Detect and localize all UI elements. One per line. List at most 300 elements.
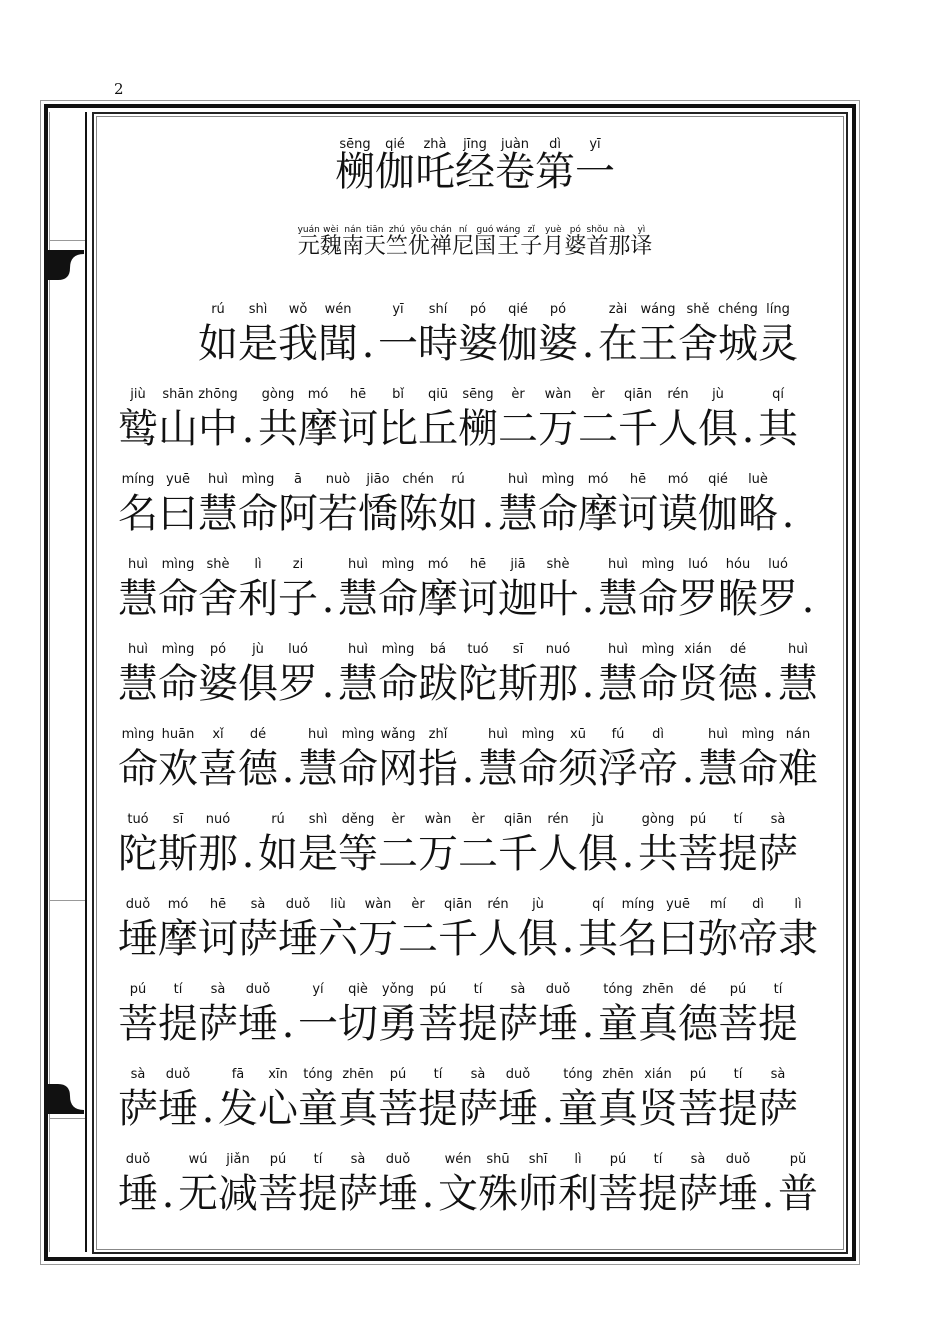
ruby-char [198,558,238,622]
hanzi: 婆 [458,321,498,367]
hanzi: 元 [297,234,320,259]
ruby-char [338,983,378,1047]
text-line [118,367,828,452]
ruby-char [638,643,678,707]
hanzi: 斯 [498,661,538,707]
ruby-char [458,303,498,367]
pinyin: duǒ [285,897,311,912]
pinyin: pú [689,812,707,827]
pinyin: mó [307,387,329,402]
hanzi: 萨 [758,831,798,877]
pinyin: qí [772,387,784,402]
ruby-char [455,137,495,195]
hanzi: 其 [578,916,618,962]
hanzi: 万 [358,916,398,962]
hanzi: . [561,916,575,962]
hanzi: 真 [638,1001,678,1047]
ruby-char [118,1068,158,1132]
pinyin: gòng [261,387,295,402]
pinyin: huì [347,557,369,572]
pinyin: tóng [563,1067,593,1082]
punctuation [678,728,698,792]
hanzi: 共 [258,406,298,452]
ruby-char [338,1068,378,1132]
hanzi: 帝 [738,916,778,962]
hanzi: 译 [630,234,653,259]
punctuation [798,558,818,622]
pinyin: zài [608,302,628,317]
pinyin: tí [473,982,483,997]
hanzi: 魏 [319,234,342,259]
ruby-char [538,983,578,1047]
pinyin: shī [528,1152,548,1167]
ruby-char [458,388,498,452]
pinyin: shí [428,302,448,317]
hanzi: 等 [338,831,378,877]
hanzi: 万 [538,406,578,452]
ruby-char [378,388,418,452]
side-divider [49,900,85,901]
ruby-char [335,137,375,195]
hanzi: 伽 [498,321,538,367]
hanzi: 提 [458,1001,498,1047]
hanzi: . [581,576,595,622]
ruby-char [418,388,458,452]
ruby-char [158,643,198,707]
hanzi: 命 [738,746,778,792]
hanzi: 跋 [418,661,458,707]
ruby-char [618,473,658,537]
hanzi: 那 [608,234,631,259]
pinyin: duǒ [725,1152,751,1167]
pinyin: mìng [381,642,415,657]
pinyin: sà [130,1067,146,1082]
pinyin: wèi [323,225,339,235]
pinyin: mó [167,897,189,912]
ruby-char [598,728,638,792]
hanzi: 如 [258,831,298,877]
pinyin: wǒ [288,302,308,317]
ruby-char [342,226,364,258]
pinyin: pǔ [789,1152,807,1167]
ruby-char [578,388,618,452]
pinyin: sà [510,982,526,997]
ruby-char [364,226,386,258]
pinyin: xǐ [212,727,224,742]
punctuation [278,983,298,1047]
ruby-char [378,728,418,792]
pinyin: huān [161,727,195,742]
pinyin: mí [709,897,727,912]
hanzi: 一 [575,149,615,195]
hanzi: 首 [586,234,609,259]
pinyin: qié [708,472,728,487]
pinyin: hē [349,387,367,402]
hanzi: 欢 [158,746,198,792]
hanzi: 文 [438,1171,478,1217]
hanzi: 诃 [618,491,658,537]
ruby-char [178,1153,218,1217]
hanzi: 伽 [698,491,738,537]
ruby-char [638,1153,678,1217]
pinyin: xián [644,1067,672,1082]
pinyin: liù [330,897,346,912]
punctuation [318,643,338,707]
pinyin: tí [653,1152,663,1167]
hanzi: 谟 [658,491,698,537]
ruby-char [118,473,158,537]
hanzi: 命 [118,746,158,792]
punctuation [758,643,778,707]
hanzi: 埵 [118,916,158,962]
pinyin: duǒ [505,1067,531,1082]
ruby-char [498,813,538,877]
hanzi: 无 [178,1171,218,1217]
ruby-char [498,473,538,537]
pinyin: nuó [205,812,231,827]
pinyin: mìng [741,727,775,742]
pinyin: duǒ [545,982,571,997]
hanzi: 德 [718,661,758,707]
hanzi: 二 [398,916,438,962]
ruby-char [158,558,198,622]
hanzi: 优 [407,234,430,259]
ruby-char [718,643,758,707]
pinyin: duǒ [385,1152,411,1167]
pinyin: sà [770,812,786,827]
ruby-char [538,813,578,877]
hanzi: 埵 [378,1171,418,1217]
hanzi: 慧 [478,746,518,792]
pinyin: rú [211,302,225,317]
ornament-top-icon [44,250,86,310]
pinyin: wén [324,302,352,317]
pinyin: yī [589,137,601,152]
ruby-char [538,643,578,707]
pinyin: tí [733,1067,743,1082]
hanzi: 埵 [158,1086,198,1132]
hanzi: 俱 [578,831,618,877]
hanzi: 萨 [458,1086,498,1132]
pinyin: sī [512,642,524,657]
hanzi: . [681,746,695,792]
hanzi: . [281,746,295,792]
pinyin: jù [592,812,604,827]
pinyin: hóu [725,557,751,572]
hanzi: 师 [518,1171,558,1217]
pinyin: lì [794,897,802,912]
pinyin: wàn [544,387,572,402]
pinyin: lì [254,557,262,572]
hanzi: . [461,746,475,792]
pinyin: duǒ [125,1152,151,1167]
text-line [118,1047,828,1132]
ruby-char [718,558,758,622]
ruby-char [198,643,238,707]
hanzi: 命 [538,491,578,537]
pinyin: sà [250,897,266,912]
pinyin: èr [471,812,485,827]
pinyin: rú [451,472,465,487]
punctuation [578,643,598,707]
ruby-char [198,388,238,452]
hanzi: 人 [538,831,578,877]
hanzi: 提 [718,1086,758,1132]
ornament-bottom-icon [44,1054,86,1114]
ruby-char [386,226,408,258]
pinyin: dé [689,982,707,997]
ruby-char [278,473,318,537]
hanzi: 灵 [758,321,798,367]
hanzi: 罗 [758,576,798,622]
hanzi: 真 [338,1086,378,1132]
pinyin: sà [690,1152,706,1167]
hanzi: 迦 [498,576,538,622]
hanzi: 卷 [495,149,535,195]
ruby-char [638,983,678,1047]
ruby-char [218,1068,258,1132]
hanzi: 埵 [238,1001,278,1047]
hanzi: 憍 [358,491,398,537]
punctuation [158,1153,178,1217]
pinyin: hē [629,472,647,487]
ruby-char [458,1068,498,1132]
pinyin: jiǎn [226,1152,250,1167]
hanzi: 命 [638,576,678,622]
pinyin: shě [686,302,710,317]
hanzi: 第 [535,149,575,195]
ruby-char [678,983,718,1047]
ruby-char [218,1153,258,1217]
ruby-char [358,473,398,537]
ruby-char [778,643,818,707]
ruby-char [238,643,278,707]
ruby-char [418,303,458,367]
ruby-char [278,898,318,962]
ruby-char [158,473,198,537]
pinyin: pó [209,642,227,657]
ruby-char [278,303,318,367]
pinyin: zhēn [642,982,674,997]
ruby-char [378,1068,418,1132]
pinyin: shè [206,557,230,572]
ruby-char [398,898,438,962]
ruby-char [458,813,498,877]
translator-line [0,226,950,258]
punctuation [318,558,338,622]
hanzi: 曰 [658,916,698,962]
ruby-char [658,898,698,962]
pinyin: xū [570,727,586,742]
hanzi: 童 [598,1001,638,1047]
pinyin: qiè [348,982,368,997]
ruby-char [238,558,278,622]
hanzi: 网 [378,746,418,792]
pinyin: nà [613,225,625,235]
hanzi: . [801,576,815,622]
ruby-char [278,558,318,622]
sutra-title [0,137,950,195]
ruby-char [718,983,758,1047]
hanzi: 萨 [118,1086,158,1132]
hanzi: 勇 [378,1001,418,1047]
ruby-char [778,728,818,792]
hanzi: 埵 [118,1171,158,1217]
hanzi: . [321,576,335,622]
ruby-char [598,558,638,622]
ruby-char [318,473,358,537]
pinyin: sà [210,982,226,997]
ruby-char [678,558,718,622]
pinyin: pú [609,1152,627,1167]
ruby-char [478,728,518,792]
ruby-char [158,813,198,877]
pinyin: yuán [297,225,320,235]
pinyin: jiù [130,387,146,402]
ruby-char [158,728,198,792]
ruby-char [238,473,278,537]
ruby-char [738,728,778,792]
pinyin: ní [458,225,468,235]
hanzi: 埵 [498,1086,538,1132]
pinyin: nuó [545,642,571,657]
hanzi: 陀 [118,831,158,877]
hanzi: 诃 [458,576,498,622]
hanzi: . [321,661,335,707]
hanzi: 切 [338,1001,378,1047]
hanzi: 俱 [238,661,278,707]
pinyin: mó [667,472,689,487]
ruby-char [418,813,458,877]
hanzi: 尼 [451,234,474,259]
hanzi: 摩 [298,406,338,452]
hanzi: 菩 [678,1086,718,1132]
hanzi: 一 [298,1001,338,1047]
hanzi: 一 [378,321,418,367]
hanzi: 菩 [718,1001,758,1047]
ruby-char [578,473,618,537]
pinyin: sēng [462,387,494,402]
pinyin: mìng [341,727,375,742]
hanzi: . [481,491,495,537]
pinyin: mìng [541,472,575,487]
pinyin: shǒu [586,225,609,235]
pinyin: huì [787,642,809,657]
hanzi: 共 [638,831,678,877]
pinyin: rú [271,812,285,827]
pinyin: sà [350,1152,366,1167]
punctuation [358,303,378,367]
ruby-char [498,643,538,707]
hanzi: 舍 [678,321,718,367]
hanzi: 浮 [598,746,638,792]
hanzi: 帝 [638,746,678,792]
pinyin: yōu [410,225,428,235]
pinyin: tóng [603,982,633,997]
ruby-char [298,226,320,258]
ruby-char [458,558,498,622]
pinyin: mìng [641,557,675,572]
pinyin: luó [688,557,708,572]
pinyin: dì [752,897,764,912]
hanzi: 利 [238,576,278,622]
pinyin: shū [486,1152,510,1167]
ruby-char [638,813,678,877]
pinyin: hē [209,897,227,912]
hanzi: 在 [598,321,638,367]
hanzi: 命 [638,661,678,707]
ruby-char [158,983,198,1047]
hanzi: 千 [618,406,658,452]
pinyin: juàn [500,137,530,152]
ruby-char [718,813,758,877]
ruby-char [298,1068,338,1132]
hanzi: 曰 [158,491,198,537]
pinyin: míng [121,472,155,487]
ruby-char [418,728,458,792]
hanzi: 埵 [718,1171,758,1217]
hanzi: 天 [363,234,386,259]
ruby-char [378,983,418,1047]
ruby-char [118,388,158,452]
hanzi: 慧 [598,661,638,707]
ruby-char [118,898,158,962]
pinyin: jiāo [366,472,390,487]
hanzi: 名 [118,491,158,537]
ruby-char [498,388,538,452]
hanzi: . [581,661,595,707]
hanzi: . [781,491,795,537]
pinyin: nuò [325,472,351,487]
hanzi: 提 [718,831,758,877]
pinyin: zǐ [527,225,535,235]
punctuation [238,813,258,877]
pinyin: tí [773,982,783,997]
ruby-char [458,643,498,707]
ruby-char [338,1153,378,1217]
hanzi: 慧 [598,576,638,622]
pinyin: dé [249,727,267,742]
ruby-char [638,558,678,622]
ruby-char [586,226,608,258]
punctuation [758,1153,778,1217]
ruby-char [658,473,698,537]
pinyin: dé [729,642,747,657]
hanzi: 俱 [518,916,558,962]
pinyin: pú [129,982,147,997]
ruby-char [258,1068,298,1132]
hanzi: . [761,1171,775,1217]
punctuation [578,983,598,1047]
ruby-char [718,1068,758,1132]
hanzi: 慧 [338,661,378,707]
hanzi: 二 [378,831,418,877]
punctuation [238,388,258,452]
hanzi: 萨 [758,1086,798,1132]
pinyin: míng [621,897,655,912]
pinyin: jù [252,642,264,657]
ruby-char [238,898,278,962]
ruby-char [474,226,496,258]
hanzi: 若 [318,491,358,537]
punctuation [618,813,638,877]
ruby-char [520,226,542,258]
pinyin: fā [231,1067,245,1082]
pinyin: sà [770,1067,786,1082]
text-line [118,792,828,877]
ruby-char [698,728,738,792]
ruby-char [118,983,158,1047]
